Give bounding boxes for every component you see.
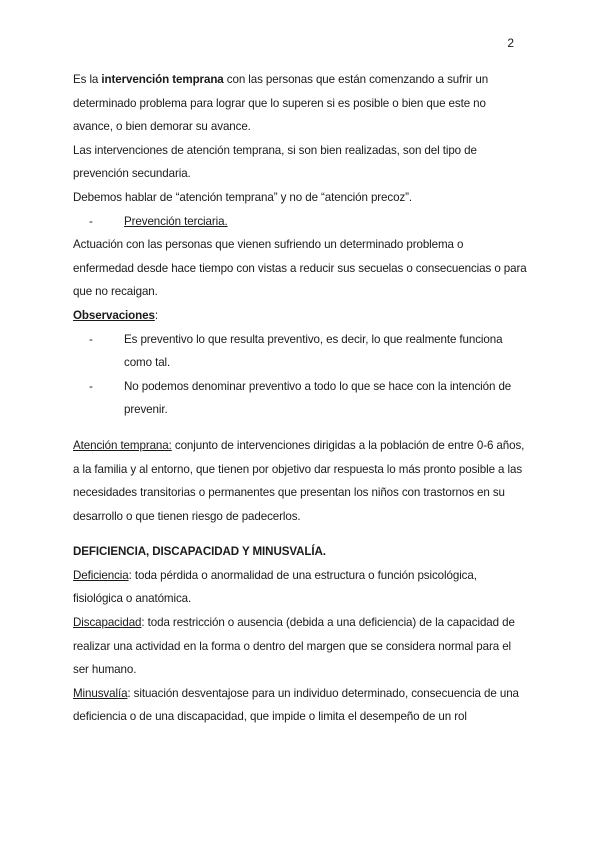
observacion-item: - Es preventivo lo que resulta preventivo, es decir, lo que realmente funciona como tal. [89,328,527,375]
p1-post: con las personas que están comenzando a sufrir un determinado problema para lograr que lo superen si es posible o bien que este no avance, o bien demorar su avance. [73,73,489,134]
term-intervencion-temprana: intervención temprana [101,73,224,86]
term-discapacidad: Discapacidad [73,616,142,630]
paragraph-atencion-precoz: Debemos hablar de “atención temprana” y no de “atención precoz”. [73,190,413,204]
paragraph-actuacion: Actuación con las personas que vienen sufriendo un determinado problema o enfermedad desde hace tiempo con vistas a reducir sus secuelas o consecuencias o para que no recaigan. [73,238,527,299]
observacion-item: - No podemos denominar preventivo a todo lo que se hace con la intención de prevenir. [89,375,527,422]
observaciones-heading [73,304,527,328]
definition-minusvalia [73,682,527,729]
deficiencia-text: : toda pérdida o anormalidad de una estructura o función psicológica, fisiológica o anatómica. [73,568,477,606]
page-content [73,68,527,729]
term-deficiencia: Deficiencia [73,568,129,582]
page-number: 2 [507,36,514,50]
paragraph-intervencion-temprana [73,68,527,139]
observaciones-label: Observaciones [73,308,155,322]
bullet-prevencion-terciaria [89,210,527,234]
section-heading: DEFICIENCIA, DISCAPACIDAD Y MINUSVALÍA. [73,545,326,559]
spacer [73,528,527,540]
p1-pre: Es la [73,73,102,86]
definition-deficiencia [73,564,527,611]
observaciones-colon: : [154,308,158,322]
paragraph-atencion-temprana [73,434,527,528]
spacer [73,422,527,434]
atencion-definition: conjunto de intervenciones dirigidas a la población de entre 0-6 años, a la familia y al entorno, que tienen por objetivo dar respuesta lo más pronto posible a las necesidades transitorias o permanentes que presentan los niños con trastornos en su desarrollo o que tienen riesgo de padecerlos. [73,438,525,523]
discapacidad-text: : toda restricción o ausencia (debida a una deficiencia) de la capacidad de realizar una actividad en la forma o dentro del margen que se considera normal para el ser humano. [73,616,515,677]
term-minusvalia: Minusvalía [73,686,128,700]
prevencion-terciaria-label: Prevención terciaria. [124,214,228,228]
term-atencion-temprana: Atención temprana: [73,438,172,452]
minusvalia-text: : situación desventajose para un individuo determinado, consecuencia de una deficiencia o de una discapacidad, que impide o limita el desempeño de un rol [73,686,519,724]
paragraph-prevencion-secundaria: Las intervenciones de atención temprana, si son bien realizadas, son del tipo de prevención secundaria. [73,143,477,181]
definition-discapacidad [73,611,527,682]
